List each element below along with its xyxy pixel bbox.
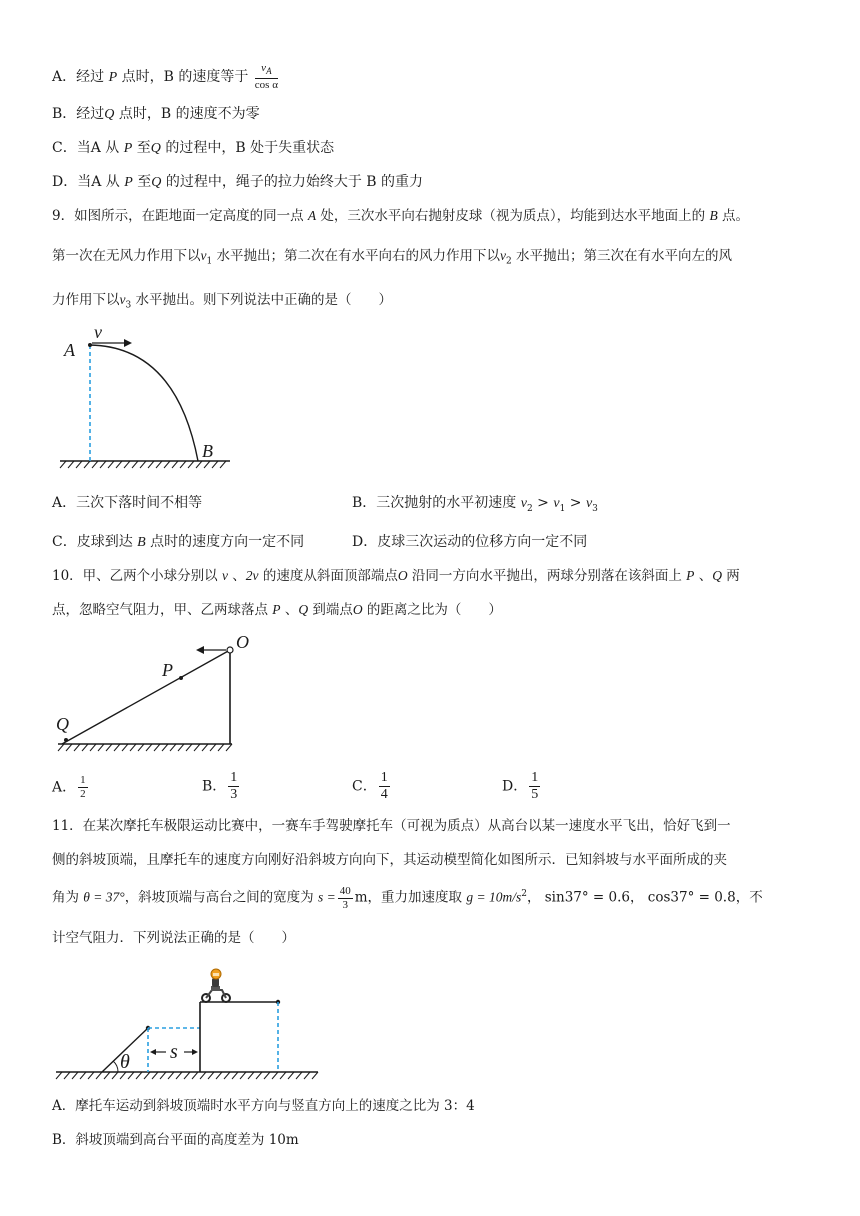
meter-unit: m <box>354 889 368 906</box>
q8-option-c-text: C．当A 从 <box>52 140 124 156</box>
v2-symbol: v <box>500 248 507 263</box>
q10-option-d-label: D． <box>502 778 528 795</box>
q11-text: 角为 <box>52 889 84 906</box>
q9-text-2: 水平抛出。则下列说法中正确的是（ ） <box>131 292 393 308</box>
point-p-label: P <box>123 141 133 156</box>
point-p-label: P <box>108 70 118 86</box>
q9-text-2: 处，三次水平向右抛射皮球（视为质点），均能到达水平地面上的 <box>316 208 710 224</box>
q8-option-a <box>52 62 280 92</box>
point-q-label: Q <box>151 175 162 190</box>
q11-stem-line-4 <box>52 928 295 948</box>
q9-stem-line-2 <box>52 246 732 272</box>
ground-hatching <box>56 1072 318 1079</box>
point-q-dot <box>64 738 68 742</box>
q11-stem-line-3 <box>52 884 763 912</box>
q10-option-c-label: C． <box>352 778 377 795</box>
angle-arc <box>113 1061 118 1072</box>
q8-option-b-text-2: 点时，B 的速度不为零 <box>114 106 260 122</box>
q10-text-3: 到端点 <box>308 602 353 618</box>
q10-text-3: 的速度从斜面顶部端点 <box>258 568 398 584</box>
q10-stem-line-2 <box>52 600 502 620</box>
velocity-label: v <box>94 322 102 342</box>
v2-subscript: 2 <box>506 256 512 267</box>
arrow-head-icon <box>196 646 204 654</box>
q11-text: 11．在某次摩托车极限运动比赛中，一赛车手驾驶摩托车（可视为质点）从高台以某一速度水平飞出，恰好飞到一 <box>52 818 731 834</box>
point-p-label: P <box>272 602 281 617</box>
figure-point-o: O <box>236 632 249 652</box>
figure-point-p: P <box>162 660 173 680</box>
q10-text-2: 、 <box>227 568 246 584</box>
fraction-denominator: cos α <box>254 79 278 92</box>
figure-point-q: Q <box>56 714 69 734</box>
q10-text-6: 两 <box>721 568 740 584</box>
q11-motorcycle-figure <box>52 962 328 1084</box>
point-q-label: Q <box>298 602 309 617</box>
q9-text: 力作用下以 <box>52 292 120 308</box>
q9-option-d <box>352 532 587 552</box>
v2-symbol: v <box>520 496 527 511</box>
greater-than-sign: > <box>532 495 554 511</box>
trajectory-curve <box>90 345 198 461</box>
q10-stem-line-1 <box>52 566 740 586</box>
arrow-head-right-icon <box>192 1049 198 1055</box>
ground-hatching <box>60 461 226 468</box>
point-p-dot <box>179 676 183 680</box>
q8-option-a-text-2: 点时，B 的速度等于 <box>117 69 249 86</box>
angle-theta-label: θ <box>120 1051 130 1073</box>
q10-text: 10．甲、乙两个小球分别以 <box>52 568 222 584</box>
fraction-numerator: 40 <box>339 884 351 897</box>
q10-option-b-label: B． <box>202 778 227 795</box>
q9-option-c-text-2: 点时的速度方向一定不同 <box>145 534 305 550</box>
point-a-dot <box>88 343 92 347</box>
point-p-label: P <box>124 175 133 190</box>
point-b-label: B <box>709 208 718 223</box>
fraction-numerator: 1 <box>230 770 238 785</box>
q9-option-a-text: A．三次下落时间不相等 <box>52 495 203 511</box>
v1-symbol: v <box>553 496 560 511</box>
q10-option-d <box>502 770 542 803</box>
q10-option-a-label: A． <box>52 779 77 796</box>
fraction-numerator: 1 <box>80 774 86 786</box>
v3-symbol: v <box>585 496 593 511</box>
q9-text-2: 水平抛出；第二次在有水平向右的风力作用下以 <box>212 248 501 264</box>
q8-option-b <box>52 104 260 125</box>
v-symbol: v <box>221 568 228 583</box>
v1-subscript: 1 <box>206 256 213 267</box>
fraction-numerator: 1 <box>380 770 388 785</box>
q11-stem-line-2 <box>52 850 727 870</box>
arrow-head-left-icon <box>150 1049 156 1055</box>
width-s-label: s <box>170 1041 178 1063</box>
v3-subscript: 3 <box>592 503 598 514</box>
v1-subscript: 1 <box>559 503 566 514</box>
fraction-one-fourth <box>379 770 390 803</box>
q10-option-c <box>352 770 392 803</box>
q10-text-4: 沿同一方向水平抛出，两球分别落在该斜面上 <box>407 568 687 584</box>
fraction-numerator: 1 <box>531 770 539 785</box>
v3-subscript: 3 <box>125 300 132 311</box>
q11-text-5: ， <box>629 889 648 906</box>
theta-equation: θ = 37° <box>83 889 125 905</box>
q9-text-3: 点。 <box>717 208 750 224</box>
q8-option-d-text: D．当A 从 <box>52 174 125 190</box>
q8-option-d-text-3: 的过程中，绳子的拉力始终大于 B 的重力 <box>161 174 424 190</box>
greater-than-sign: > <box>565 495 586 511</box>
q10-text: 点，忽略空气阻力，甲、乙两球落点 <box>52 602 273 618</box>
q10-option-a <box>52 774 90 801</box>
fraction-denominator: 3 <box>342 898 348 911</box>
q8-option-d <box>52 172 423 193</box>
q11-text: 侧的斜坡顶端，且摩托车的速度方向刚好沿斜坡方向向下，其运动模型简化如图所示．已知斜坡与水平面所成的夹 <box>52 852 727 868</box>
q8-option-c-text-2: 至 <box>132 140 151 156</box>
q11-text: 计空气阻力．下列说法正确的是（ ） <box>52 930 295 946</box>
q10-text-5: 、 <box>694 568 713 584</box>
s-equation: s = <box>317 889 336 905</box>
q9-option-a <box>52 493 202 513</box>
q9-option-d-text: D．皮球三次运动的位移方向一定不同 <box>352 534 588 550</box>
point-q-label: Q <box>712 568 722 583</box>
q10-incline-figure <box>52 632 262 756</box>
q11-text-4: ， <box>526 889 545 906</box>
motorcycle-rider-icon <box>202 969 230 1002</box>
v2-subscript: 2 <box>526 503 533 514</box>
q10-option-b <box>202 770 241 803</box>
point-o-label: O <box>352 602 363 617</box>
cos-equation: cos37° = 0.8 <box>647 889 736 906</box>
fraction-one-third <box>228 770 239 803</box>
fraction-denominator: 5 <box>531 787 539 802</box>
q9-option-c-text: C．皮球到达 <box>52 534 138 550</box>
point-q-label: Q <box>104 107 115 122</box>
arrow-head-icon <box>124 339 132 347</box>
figure-point-b: B <box>202 441 213 461</box>
point-o-ball <box>227 647 233 653</box>
point-q-label: Q <box>150 141 161 156</box>
q11-text-2: ，斜坡顶端与高台之间的宽度为 <box>124 889 318 906</box>
squared-superscript: 2 <box>521 889 527 899</box>
point-p-label: P <box>686 568 695 583</box>
fraction-denominator: 3 <box>230 787 238 802</box>
q10-text-4: 的距离之比为（ ） <box>362 602 502 618</box>
q8-option-b-text: B．经过 <box>52 106 105 122</box>
q11-text-6: ，不 <box>735 889 763 906</box>
ground-hatching <box>58 744 232 751</box>
2v-symbol: 2v <box>245 568 259 583</box>
q9-stem-line-3 <box>52 290 392 316</box>
q8-option-d-text-2: 至 <box>132 174 152 190</box>
q8-option-c <box>52 138 334 159</box>
q9-stem-line-1 <box>52 206 749 226</box>
q9-option-b-text: B．三次抛射的水平初速度 <box>352 495 521 511</box>
q11-text-3: ，重力加速度取 <box>367 889 467 906</box>
q11-option-b-text: B．斜坡顶端到高台平面的高度差为 10m <box>52 1132 299 1148</box>
fraction-40-over-3 <box>338 885 353 912</box>
q9-option-c <box>52 532 304 553</box>
point-a-label: A <box>307 208 317 223</box>
fraction-numerator: v <box>261 62 267 74</box>
q11-stem-line-1 <box>52 816 731 836</box>
point-b-label: B <box>137 535 146 550</box>
fraction-denominator: 2 <box>80 788 86 800</box>
v1-symbol: v <box>200 248 207 263</box>
q8-option-a-text: A．经过 <box>52 69 109 86</box>
q11-option-b <box>52 1130 299 1150</box>
sin-equation: sin37° = 0.6 <box>544 889 630 906</box>
q9-text: 第一次在无风力作用下以 <box>52 248 201 264</box>
q9-text: 9．如图所示，在距地面一定高度的同一点 <box>52 208 308 224</box>
q10-text-2: 、 <box>280 602 299 618</box>
q11-option-a-text: A．摩托车运动到斜坡顶端时水平方向与竖直方向上的速度之比为 3：4 <box>52 1098 475 1114</box>
incline-surface <box>62 650 230 744</box>
v-a-over-cos-alpha-fraction <box>255 62 278 92</box>
figure-point-a: A <box>64 340 75 360</box>
fraction-one-fifth <box>529 770 540 803</box>
fraction-denominator: 4 <box>380 787 388 802</box>
q9-option-b <box>352 493 598 519</box>
q11-option-a <box>52 1096 475 1116</box>
q8-option-c-text-3: 的过程中，B 处于失重状态 <box>160 140 335 156</box>
fraction-numerator-subscript: A <box>266 66 272 77</box>
fraction-one-half <box>78 774 88 801</box>
q9-projectile-figure <box>52 318 242 472</box>
q9-text-3: 水平抛出；第三次在有水平向左的风 <box>511 248 733 264</box>
point-o-label: O <box>397 568 408 583</box>
v3-symbol: v <box>119 292 126 307</box>
gravity-equation: g = 10m/s <box>466 889 522 905</box>
